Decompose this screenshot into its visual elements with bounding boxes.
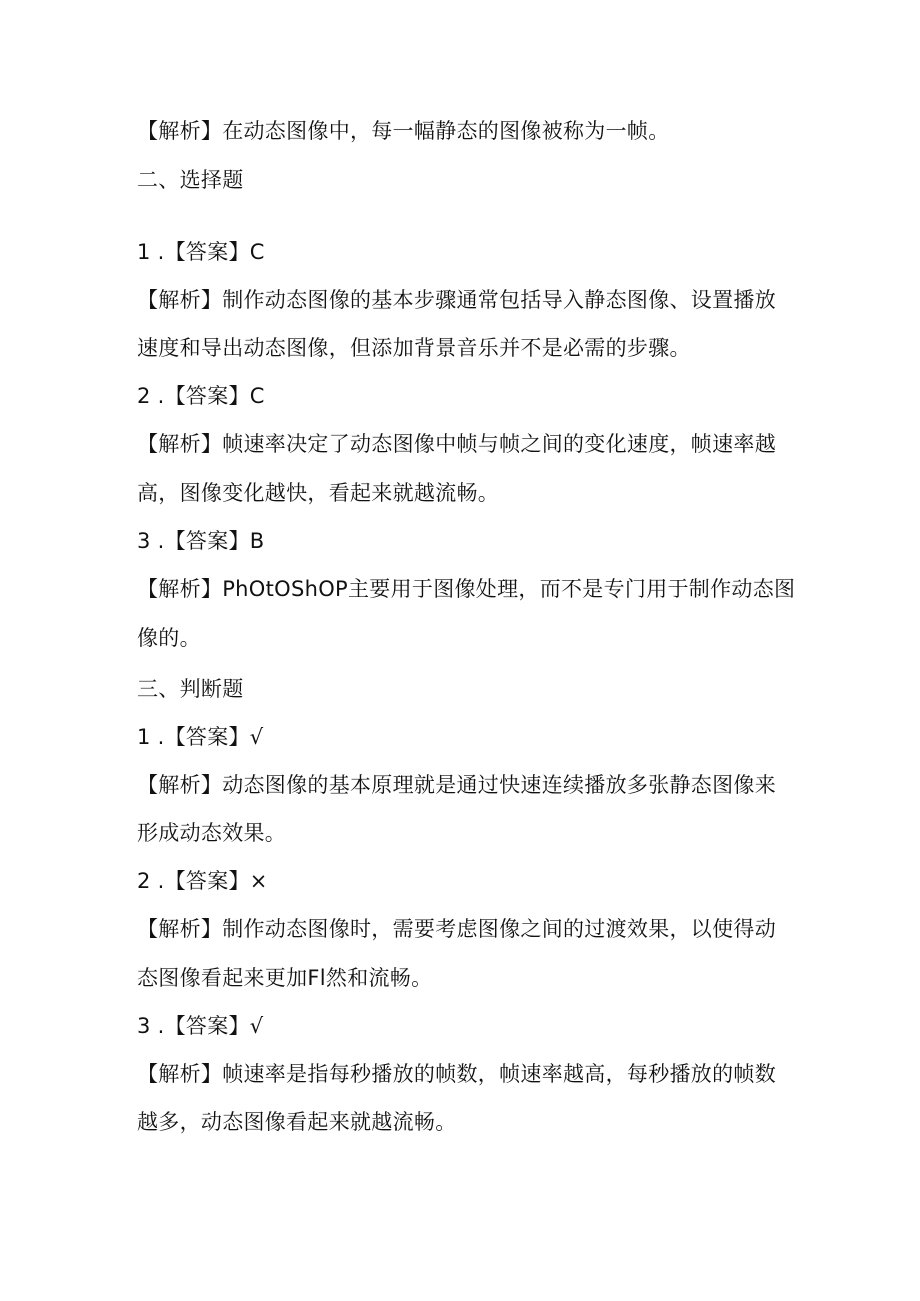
analysis-text: 【解析】制作动态图像的基本步骤通常包括导入静态图像、设置播放	[137, 288, 776, 312]
analysis-text: 高，图像变化越快，看起来就越流畅。	[137, 481, 500, 505]
analysis-text: 速度和导出动态图像，但添加背景音乐并不是必需的步骤。	[137, 336, 691, 360]
analysis-text: 【解析】制作动态图像时，需要考虑图像之间的过渡效果，以使得动	[137, 917, 776, 941]
analysis-text: 态图像看起来更加Fl然和流畅。	[137, 966, 433, 990]
analysis-text: 形成动态效果。	[137, 821, 287, 845]
analysis-text: 【解析】PhOtOShOP主要用于图像处理，而不是专门用于制作动态图	[137, 577, 796, 601]
analysis-text: 【解析】动态图像的基本原理就是通过快速连续播放多张静态图像来	[137, 773, 776, 797]
answer-line: 2 .【答案】C	[137, 384, 265, 408]
answer-line: 3 .【答案】√	[137, 1014, 264, 1038]
answer-line: 1 .【答案】√	[137, 725, 264, 749]
answer-line: 2 .【答案】×	[137, 869, 268, 893]
section-heading-choice: 二、选择题	[137, 168, 244, 192]
analysis-text: 像的。	[137, 626, 201, 650]
answer-line: 3 .【答案】B	[137, 529, 265, 553]
analysis-text: 【解析】帧速率决定了动态图像中帧与帧之间的变化速度，帧速率越	[137, 432, 776, 456]
analysis-text: 【解析】帧速率是指每秒播放的帧数，帧速率越高，每秒播放的帧数	[137, 1062, 776, 1086]
section-heading-judgment: 三、判断题	[137, 677, 244, 701]
analysis-text: 【解析】在动态图像中，每一幅静态的图像被称为一帧。	[137, 119, 670, 143]
analysis-text: 越多，动态图像看起来就越流畅。	[137, 1110, 457, 1134]
answer-line: 1 .【答案】C	[137, 240, 265, 264]
